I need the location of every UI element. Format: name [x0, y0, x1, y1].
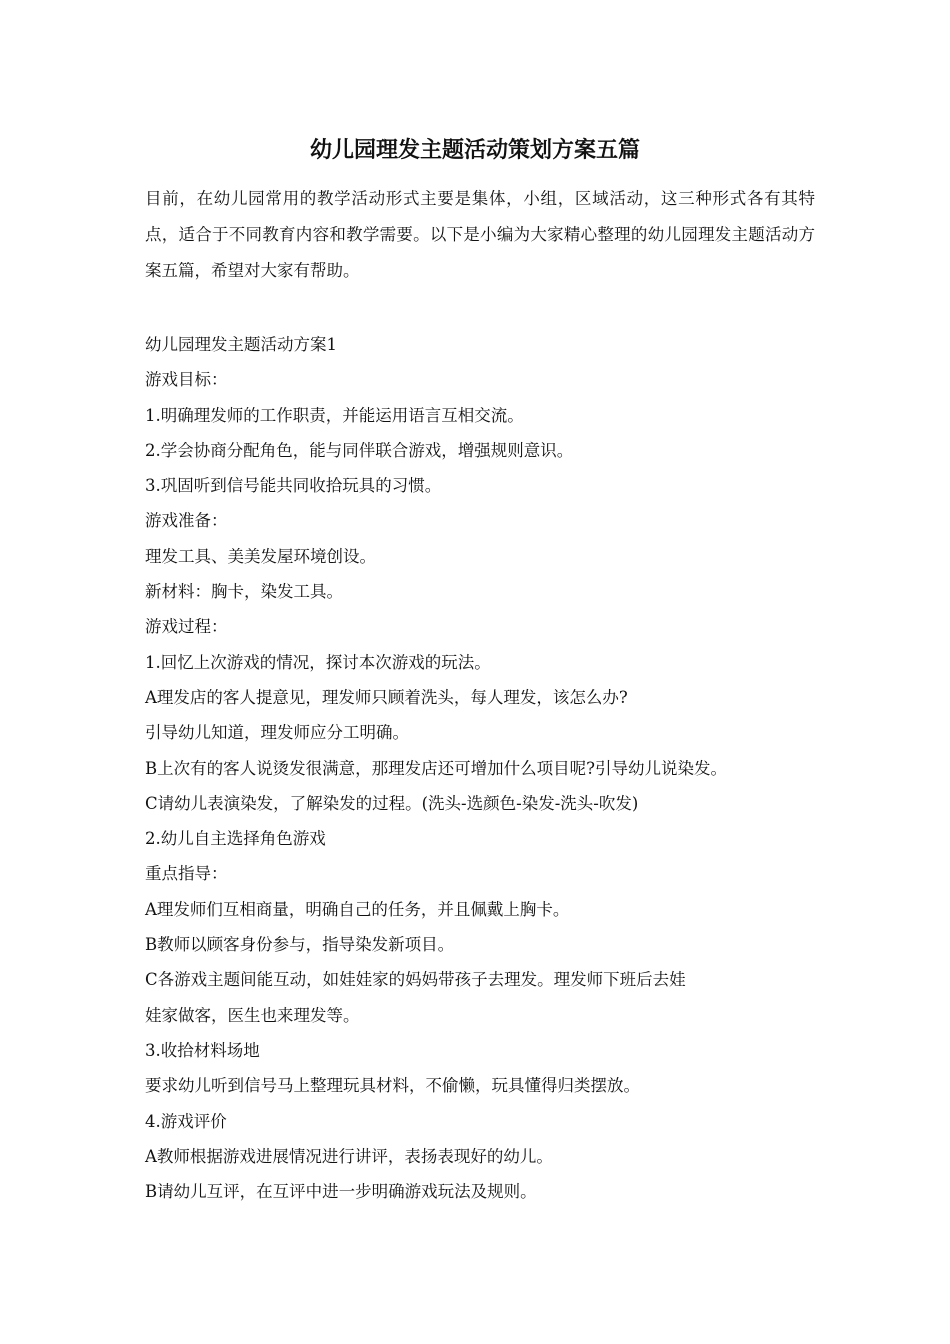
text-line: 引导幼儿知道，理发师应分工明确。 — [145, 723, 409, 743]
document-body — [145, 327, 825, 1209]
text-line: 新材料：胸卡，染发工具。 — [145, 582, 343, 602]
text-line: B上次有的客人说烫发很满意，那理发店还可增加什么项目呢?引导幼儿说染发。 — [145, 758, 727, 778]
text-line: C请幼儿表演染发，了解染发的过程。(洗头-选颜色-染发-洗头-吹发) — [145, 793, 639, 813]
text-line: 1.回忆上次游戏的情况，探讨本次游戏的玩法。 — [145, 652, 491, 672]
text-line: 3.巩固听到信号能共同收拾玩具的习惯。 — [145, 476, 442, 496]
text-line: 游戏目标： — [145, 370, 228, 390]
text-line: 娃家做客，医生也来理发等。 — [145, 1005, 360, 1025]
text-line: A理发师们互相商量，明确自己的任务，并且佩戴上胸卡。 — [145, 899, 570, 919]
intro-paragraph: 目前，在幼儿园常用的教学活动形式主要是集体，小组，区域活动，这三种形式各有其特点，适合于不同教育内容和教学需要。以下是小编为大家精心整理的幼儿园理发主题活动方案五篇，希望对大家有帮助。 — [145, 189, 815, 280]
text-line: C各游戏主题间能互动，如娃娃家的妈妈带孩子去理发。理发师下班后去娃 — [145, 970, 686, 990]
section-heading: 幼儿园理发主题活动方案1 — [145, 335, 337, 354]
text-line: 重点指导： — [145, 864, 228, 884]
text-line: A理发店的客人提意见，理发师只顾着洗头，每人理发，该怎么办? — [145, 687, 628, 707]
text-line: 理发工具、美美发屋环境创设。 — [145, 546, 376, 566]
text-line: 游戏准备： — [145, 511, 228, 531]
text-line: B教师以顾客身份参与，指导染发新项目。 — [145, 935, 455, 955]
text-line: 1.明确理发师的工作职责，并能运用语言互相交流。 — [145, 405, 524, 425]
text-line: B请幼儿互评，在互评中进一步明确游戏玩法及规则。 — [145, 1182, 537, 1202]
document-title: 幼儿园理发主题活动策划方案五篇 — [309, 137, 640, 163]
text-line: 2.幼儿自主选择角色游戏 — [145, 829, 326, 849]
text-line: 2.学会协商分配角色，能与同伴联合游戏，增强规则意识。 — [145, 440, 574, 460]
text-line: 要求幼儿听到信号马上整理玩具材料，不偷懒，玩具懂得归类摆放。 — [145, 1076, 640, 1096]
text-line: 游戏过程： — [145, 617, 228, 637]
text-line: A教师根据游戏进展情况进行讲评，表扬表现好的幼儿。 — [145, 1146, 553, 1166]
text-line: 3.收拾材料场地 — [145, 1040, 260, 1060]
text-line: 4.游戏评价 — [145, 1111, 227, 1131]
